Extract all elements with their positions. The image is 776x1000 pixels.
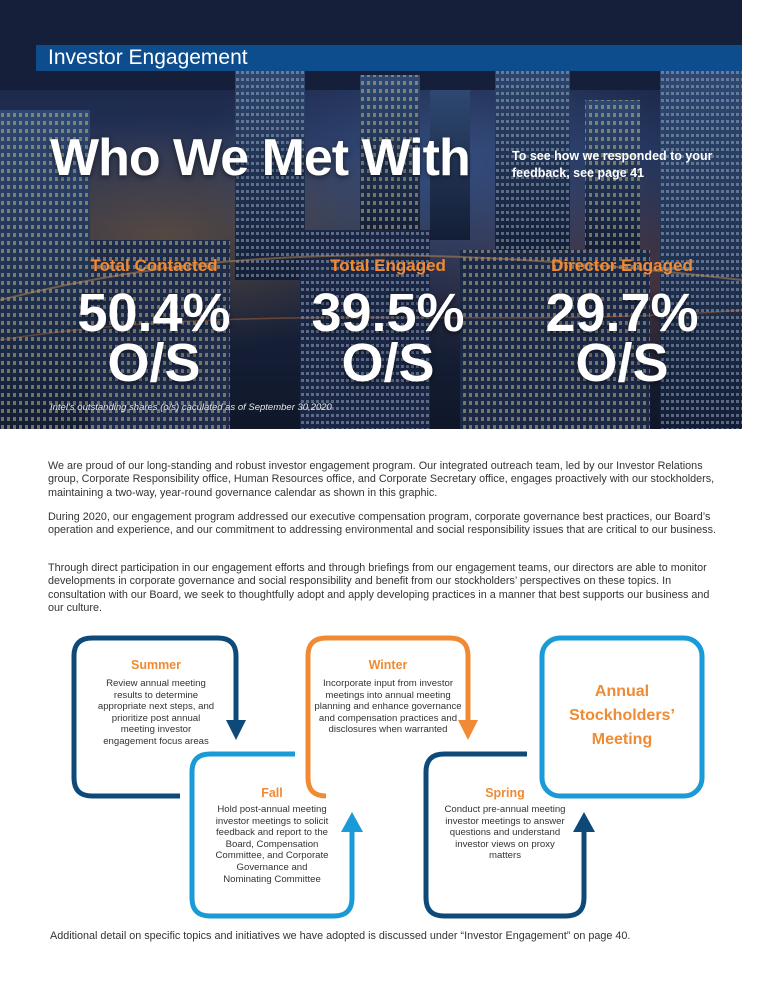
stat-unit: O/S <box>107 333 201 393</box>
engagement-cycle-diagram <box>0 630 776 930</box>
paragraph-program: We are proud of our long-standing and robust investor engagement program. Our integrated outreach team, led by our Investor Relations group, Corporate Responsibility office, Human Resources office, and Corporate Secretary office, engages proactively with our stockholders, maintaining a two-way, year-round governance calendar as shown in this graphic. <box>48 460 715 499</box>
step-description: Review annual meeting results to determine appropriate next steps, and prioritize post annual meeting investor engagement focus areas <box>97 678 215 747</box>
section-banner: Investor Engagement <box>36 45 742 71</box>
bottom-note: Additional detail on specific topics and initiatives we have adopted is discussed under “Investor Engagement” on page 40. <box>50 930 631 942</box>
paragraph-2020: During 2020, our engagement program addressed our executive compensation program, corporate governance best practices, our Board’s operation and experience, and our commitment to addressing environmental and social responsibility issues that are critical to our business. <box>48 511 716 537</box>
hero-image <box>0 0 742 429</box>
stat-director-engaged <box>512 256 732 393</box>
step-description: Hold post-annual meeting investor meetings to solicit feedback and report to the Board, Compensation Committee, and Corporate Governance and Nominating Committee <box>215 804 329 885</box>
stat-label: Total Contacted <box>90 256 218 275</box>
cycle-step-spring <box>440 786 570 862</box>
stat-value: 39.5% <box>311 283 465 343</box>
step-title: Winter <box>368 658 408 672</box>
stat-label: Total Engaged <box>330 256 446 275</box>
stat-value: 50.4% <box>77 283 231 343</box>
stat-total-engaged <box>278 256 498 393</box>
step-title: Fall <box>261 786 283 800</box>
cycle-step-fall <box>212 786 332 885</box>
cycle-step-winter <box>306 658 470 736</box>
step-title: Spring <box>485 786 525 800</box>
step-title: Summer <box>130 658 182 672</box>
step-title: Annual Stockholders’ Meeting <box>569 683 675 748</box>
cycle-step-summer <box>96 658 216 748</box>
hero-title: Who We Met With <box>50 129 470 187</box>
stat-unit: O/S <box>341 333 435 393</box>
cycle-step-annual-meeting <box>552 680 692 752</box>
stat-label: Director Engaged <box>551 256 693 275</box>
hero-footnote: Intel’s outstanding shares (o/s) caculated as of September 30,2020 <box>50 402 332 413</box>
stat-total-contacted <box>44 256 264 393</box>
paragraph-directors: Through direct participation in our engagement efforts and through briefings from our engagement teams, our directors are able to monitor developments in corporate governance and social responsibility and benefit from our stockholders’ perspectives on these topics. In consultation with our Board, we seek to thoughtfully adopt and apply developing practices in a manner that best supports our business and our culture. <box>48 562 710 615</box>
hero-feedback-note: To see how we responded to your feedback, see page 41 <box>512 149 713 180</box>
step-description: Conduct pre-annual meeting investor meetings to answer questions and understand investor views on proxy matters <box>444 804 566 862</box>
stat-value: 29.7% <box>545 283 699 343</box>
step-description: Incorporate input from investor meetings into annual meeting planning and enhance governance and compensation practices and disclosures when warranted <box>314 678 462 736</box>
stat-unit: O/S <box>575 333 669 393</box>
